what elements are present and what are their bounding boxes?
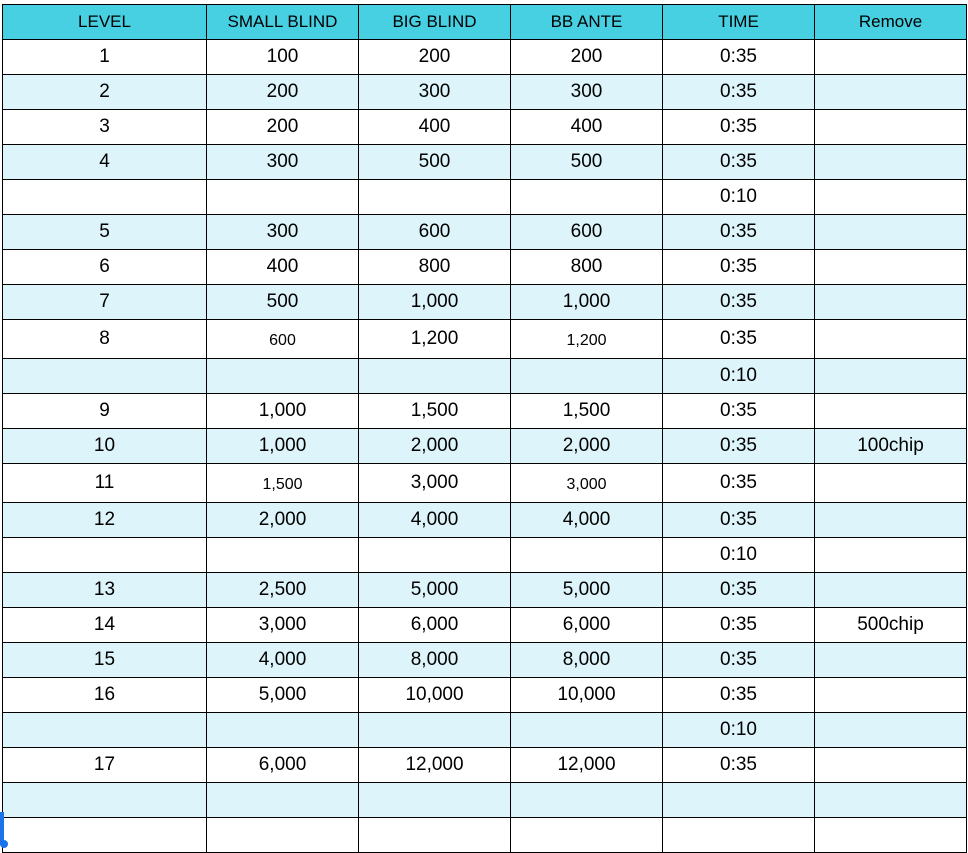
- remove-cell[interactable]: [815, 250, 967, 285]
- time-cell[interactable]: 0:10: [663, 180, 815, 215]
- remove-cell[interactable]: [815, 215, 967, 250]
- remove-cell[interactable]: [815, 110, 967, 145]
- big-blind-cell[interactable]: 1,500: [359, 394, 511, 429]
- level-cell[interactable]: 10: [3, 429, 207, 464]
- bb-ante-cell[interactable]: 6,000: [511, 608, 663, 643]
- big-blind-cell[interactable]: 1,000: [359, 285, 511, 320]
- table-row: [3, 464, 967, 503]
- small-blind-cell[interactable]: 3,000: [207, 608, 359, 643]
- small-blind-cell[interactable]: 1,000: [207, 429, 359, 464]
- header-big-blind[interactable]: BIG BLIND: [359, 5, 511, 40]
- bb-ante-cell[interactable]: 200: [511, 40, 663, 75]
- table-row: [3, 429, 967, 464]
- remove-cell[interactable]: [815, 359, 967, 394]
- bb-ante-cell[interactable]: [511, 713, 663, 748]
- table-row: [3, 818, 967, 853]
- big-blind-cell[interactable]: 1,200: [359, 320, 511, 359]
- remove-cell[interactable]: [815, 818, 967, 853]
- bb-ante-cell[interactable]: [511, 818, 663, 853]
- level-cell[interactable]: 17: [3, 748, 207, 783]
- remove-cell[interactable]: [815, 394, 967, 429]
- time-cell[interactable]: 0:35: [663, 285, 815, 320]
- table-row: [3, 145, 967, 180]
- small-blind-cell[interactable]: 4,000: [207, 643, 359, 678]
- level-cell[interactable]: 9: [3, 394, 207, 429]
- time-cell[interactable]: 0:35: [663, 40, 815, 75]
- time-cell[interactable]: 0:35: [663, 394, 815, 429]
- header-row: [3, 5, 967, 40]
- small-blind-cell[interactable]: 100: [207, 40, 359, 75]
- time-cell[interactable]: 0:35: [663, 503, 815, 538]
- time-cell[interactable]: 0:10: [663, 713, 815, 748]
- header-small-blind[interactable]: SMALL BLIND: [207, 5, 359, 40]
- big-blind-cell[interactable]: 5,000: [359, 573, 511, 608]
- remove-cell[interactable]: [815, 573, 967, 608]
- level-cell[interactable]: [3, 359, 207, 394]
- bb-ante-cell[interactable]: [511, 180, 663, 215]
- big-blind-cell[interactable]: [359, 713, 511, 748]
- remove-cell[interactable]: [815, 783, 967, 818]
- small-blind-cell[interactable]: [207, 538, 359, 573]
- bb-ante-cell[interactable]: 5,000: [511, 573, 663, 608]
- time-cell[interactable]: 0:10: [663, 538, 815, 573]
- table-row: [3, 215, 967, 250]
- table-row: [3, 783, 967, 818]
- bb-ante-cell[interactable]: 500: [511, 145, 663, 180]
- time-cell[interactable]: 0:35: [663, 429, 815, 464]
- time-cell[interactable]: 0:35: [663, 320, 815, 359]
- bb-ante-cell[interactable]: 400: [511, 110, 663, 145]
- level-cell[interactable]: 16: [3, 678, 207, 713]
- remove-cell[interactable]: [815, 464, 967, 503]
- table-row: [3, 573, 967, 608]
- level-cell[interactable]: 13: [3, 573, 207, 608]
- small-blind-cell[interactable]: 400: [207, 250, 359, 285]
- big-blind-cell[interactable]: 8,000: [359, 643, 511, 678]
- bb-ante-cell[interactable]: 10,000: [511, 678, 663, 713]
- table-row: [3, 608, 967, 643]
- bb-ante-cell[interactable]: 8,000: [511, 643, 663, 678]
- big-blind-cell[interactable]: 4,000: [359, 503, 511, 538]
- big-blind-cell[interactable]: [359, 180, 511, 215]
- bb-ante-cell[interactable]: [511, 359, 663, 394]
- time-cell[interactable]: 0:35: [663, 75, 815, 110]
- blind-structure-table: [2, 4, 967, 853]
- remove-cell[interactable]: [815, 678, 967, 713]
- remove-cell[interactable]: [815, 503, 967, 538]
- small-blind-cell[interactable]: 1,500: [207, 464, 359, 503]
- remove-cell[interactable]: [815, 643, 967, 678]
- time-cell[interactable]: [663, 783, 815, 818]
- table-row: [3, 359, 967, 394]
- time-cell[interactable]: 0:35: [663, 748, 815, 783]
- time-cell[interactable]: 0:10: [663, 359, 815, 394]
- remove-cell[interactable]: [815, 285, 967, 320]
- table-row: [3, 503, 967, 538]
- remove-cell[interactable]: 100chip: [815, 429, 967, 464]
- small-blind-cell[interactable]: 200: [207, 75, 359, 110]
- remove-cell[interactable]: [815, 320, 967, 359]
- bb-ante-cell[interactable]: [511, 783, 663, 818]
- table-row: [3, 643, 967, 678]
- header-time[interactable]: TIME: [663, 5, 815, 40]
- level-cell[interactable]: [3, 713, 207, 748]
- level-cell[interactable]: 14: [3, 608, 207, 643]
- table-row: [3, 40, 967, 75]
- time-cell[interactable]: 0:35: [663, 250, 815, 285]
- remove-cell[interactable]: [815, 145, 967, 180]
- level-cell[interactable]: 3: [3, 110, 207, 145]
- big-blind-cell[interactable]: 12,000: [359, 748, 511, 783]
- time-cell[interactable]: 0:35: [663, 608, 815, 643]
- table-row: [3, 394, 967, 429]
- level-cell[interactable]: [3, 538, 207, 573]
- table-row: [3, 285, 967, 320]
- level-cell[interactable]: 8: [3, 320, 207, 359]
- remove-cell[interactable]: [815, 748, 967, 783]
- big-blind-cell[interactable]: [359, 538, 511, 573]
- time-cell[interactable]: 0:35: [663, 145, 815, 180]
- small-blind-cell[interactable]: 5,000: [207, 678, 359, 713]
- time-cell[interactable]: 0:35: [663, 110, 815, 145]
- big-blind-cell[interactable]: 6,000: [359, 608, 511, 643]
- big-blind-cell[interactable]: [359, 783, 511, 818]
- big-blind-cell[interactable]: 10,000: [359, 678, 511, 713]
- remove-cell[interactable]: [815, 180, 967, 215]
- bb-ante-cell[interactable]: 300: [511, 75, 663, 110]
- level-cell[interactable]: 5: [3, 215, 207, 250]
- bb-ante-cell[interactable]: 600: [511, 215, 663, 250]
- small-blind-cell[interactable]: 1,000: [207, 394, 359, 429]
- level-cell[interactable]: 11: [3, 464, 207, 503]
- big-blind-cell[interactable]: 3,000: [359, 464, 511, 503]
- small-blind-cell[interactable]: 6,000: [207, 748, 359, 783]
- remove-cell[interactable]: [815, 40, 967, 75]
- time-cell[interactable]: 0:35: [663, 573, 815, 608]
- big-blind-cell[interactable]: [359, 818, 511, 853]
- small-blind-cell[interactable]: 600: [207, 320, 359, 359]
- small-blind-cell[interactable]: [207, 783, 359, 818]
- remove-cell[interactable]: 500chip: [815, 608, 967, 643]
- small-blind-cell[interactable]: [207, 713, 359, 748]
- header-level[interactable]: LEVEL: [3, 5, 207, 40]
- bb-ante-cell[interactable]: [511, 538, 663, 573]
- small-blind-cell[interactable]: [207, 359, 359, 394]
- table-row: [3, 180, 967, 215]
- level-cell[interactable]: [3, 783, 207, 818]
- level-cell[interactable]: 7: [3, 285, 207, 320]
- table-row: [3, 320, 967, 359]
- fill-handle-dot[interactable]: [0, 840, 8, 848]
- level-cell[interactable]: 1: [3, 40, 207, 75]
- remove-cell[interactable]: [815, 75, 967, 110]
- time-cell[interactable]: 0:35: [663, 464, 815, 503]
- table-row: [3, 678, 967, 713]
- level-cell[interactable]: 12: [3, 503, 207, 538]
- bb-ante-cell[interactable]: 1,500: [511, 394, 663, 429]
- remove-cell[interactable]: [815, 713, 967, 748]
- small-blind-cell[interactable]: 200: [207, 110, 359, 145]
- big-blind-cell[interactable]: 800: [359, 250, 511, 285]
- time-cell[interactable]: 0:35: [663, 678, 815, 713]
- level-cell[interactable]: 2: [3, 75, 207, 110]
- level-cell[interactable]: [3, 180, 207, 215]
- big-blind-cell[interactable]: 500: [359, 145, 511, 180]
- table-row: [3, 538, 967, 573]
- big-blind-cell[interactable]: 2,000: [359, 429, 511, 464]
- big-blind-cell[interactable]: [359, 359, 511, 394]
- table-row: [3, 75, 967, 110]
- small-blind-cell[interactable]: 2,500: [207, 573, 359, 608]
- time-cell[interactable]: [663, 818, 815, 853]
- big-blind-cell[interactable]: 600: [359, 215, 511, 250]
- time-cell[interactable]: 0:35: [663, 643, 815, 678]
- big-blind-cell[interactable]: 300: [359, 75, 511, 110]
- table-row: [3, 713, 967, 748]
- small-blind-cell[interactable]: 300: [207, 145, 359, 180]
- bb-ante-cell[interactable]: 1,200: [511, 320, 663, 359]
- table-row: [3, 250, 967, 285]
- level-cell[interactable]: 4: [3, 145, 207, 180]
- small-blind-cell[interactable]: 500: [207, 285, 359, 320]
- level-cell[interactable]: 15: [3, 643, 207, 678]
- header-bb-ante[interactable]: BB ANTE: [511, 5, 663, 40]
- remove-cell[interactable]: [815, 538, 967, 573]
- small-blind-cell[interactable]: 2,000: [207, 503, 359, 538]
- small-blind-cell[interactable]: [207, 818, 359, 853]
- table-row: [3, 110, 967, 145]
- level-cell[interactable]: [3, 818, 207, 853]
- bb-ante-cell[interactable]: 4,000: [511, 503, 663, 538]
- bb-ante-cell[interactable]: 2,000: [511, 429, 663, 464]
- small-blind-cell[interactable]: [207, 180, 359, 215]
- bb-ante-cell[interactable]: 800: [511, 250, 663, 285]
- table-row: [3, 748, 967, 783]
- small-blind-cell[interactable]: 300: [207, 215, 359, 250]
- big-blind-cell[interactable]: 400: [359, 110, 511, 145]
- bb-ante-cell[interactable]: 1,000: [511, 285, 663, 320]
- bb-ante-cell[interactable]: 12,000: [511, 748, 663, 783]
- big-blind-cell[interactable]: 200: [359, 40, 511, 75]
- header-remove[interactable]: Remove: [815, 5, 967, 40]
- level-cell[interactable]: 6: [3, 250, 207, 285]
- time-cell[interactable]: 0:35: [663, 215, 815, 250]
- bb-ante-cell[interactable]: 3,000: [511, 464, 663, 503]
